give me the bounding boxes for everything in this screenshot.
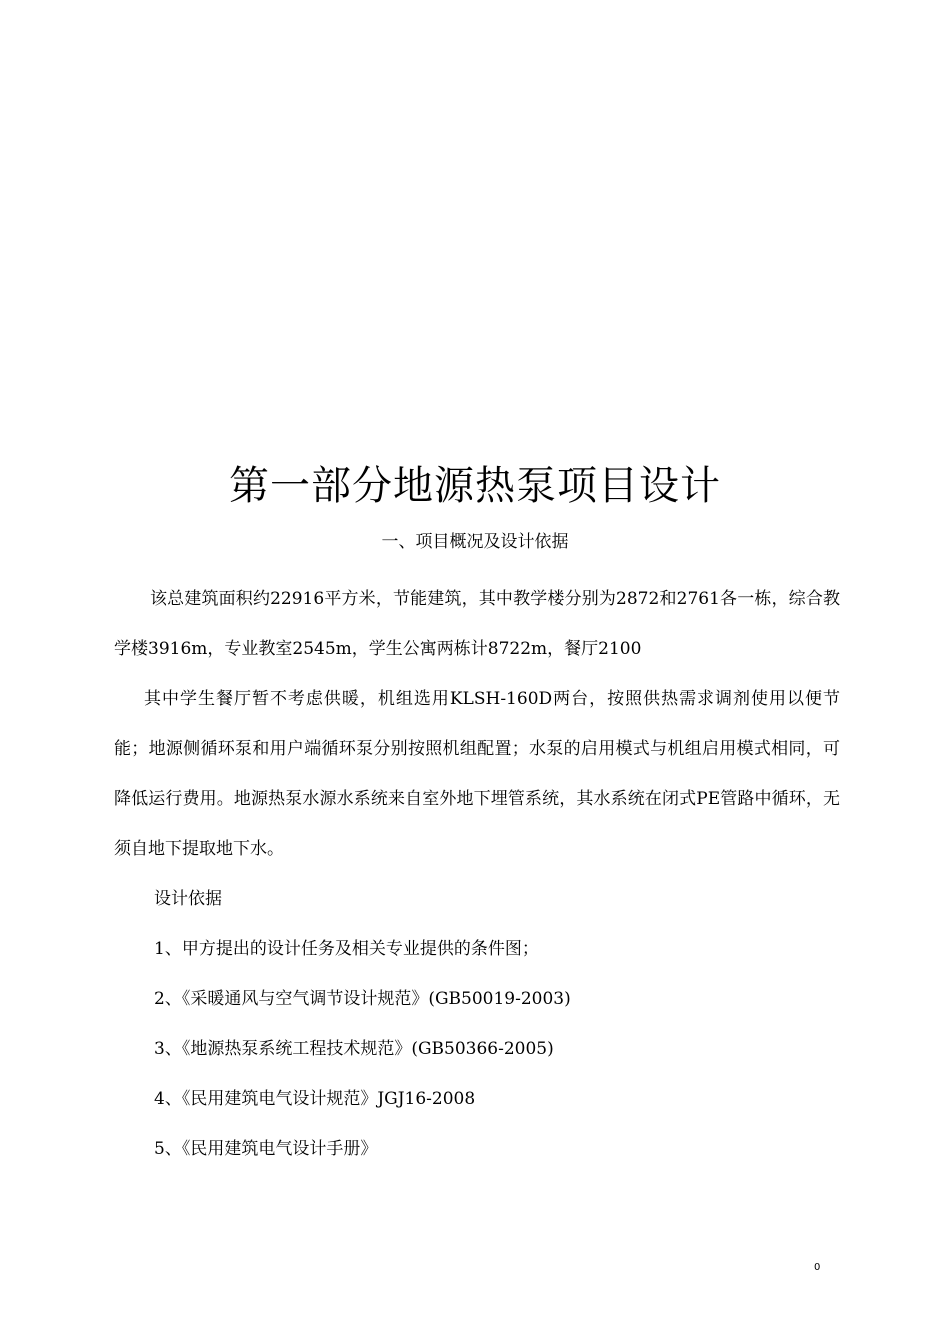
page-number: 0 [814,1262,821,1273]
section-heading: 一、项目概况及设计依据 [381,532,569,552]
design-basis-list [114,924,840,1174]
system-paragraph: 其中学生餐厅暂不考虑供暖，机组选用KLSH-160D两台，按照供热需求调剂使用以便节能；地源侧循环泵和用户端循环泵分别按照机组配置；水泵的启用模式与机组启用模式相同，可降低运行费用。地源热泵水源水系统来自室外地下埋管系统，其水系统在闭式PE管路中循环，无须自地下提取地下水。 [114,689,840,859]
document-body [114,574,840,1174]
design-basis-item: 5、《民用建筑电气设计手册》 [154,1139,378,1159]
design-basis-item: 4、《民用建筑电气设计规范》JGJ16-2008 [154,1089,476,1109]
document-title: 第一部分地源热泵项目设计 [229,463,721,509]
overview-paragraph: 该总建筑面积约22916平方米，节能建筑，其中教学楼分别为2872和2761各一栋，综合教学楼3916m，专业教室2545m，学生公寓两栋计8722m，餐厅2100 [114,589,840,659]
design-basis-item: 1、甲方提出的设计任务及相关专业提供的条件图； [154,939,539,959]
design-basis-heading: 设计依据 [154,889,222,909]
design-basis-item: 3、《地源热泵系统工程技术规范》(GB50366-2005) [154,1039,554,1059]
design-basis-item: 2、《采暖通风与空气调节设计规范》(GB50019-2003) [154,989,571,1009]
